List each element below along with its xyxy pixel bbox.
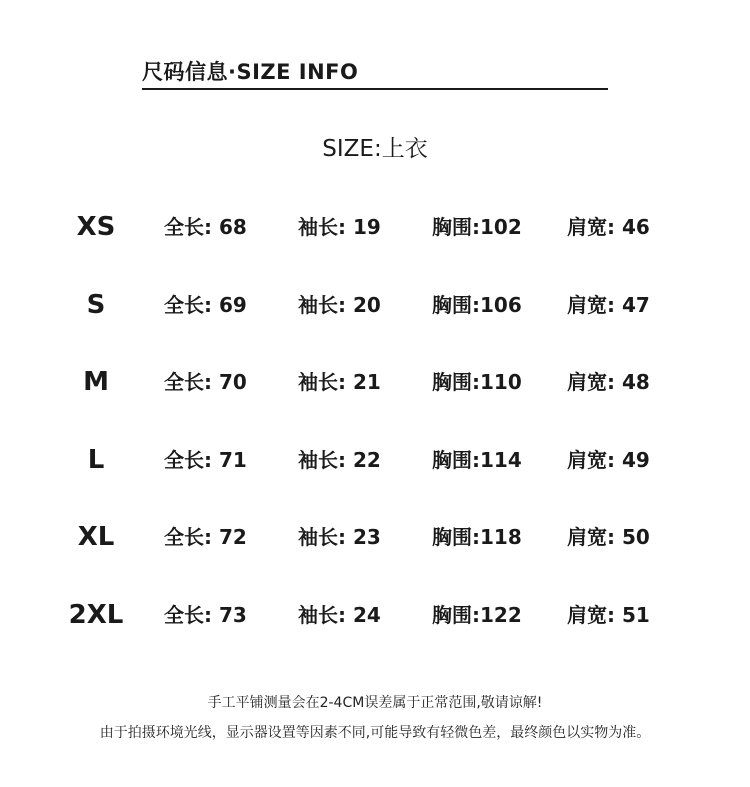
size-row-s — [0, 285, 750, 325]
chest-value: 胸围:114 — [432, 448, 522, 472]
color-disclaimer-note: 由于拍摄环境光线，显示器设置等因素不同,可能导致有轻微色差，最终颜色以实物为准。 — [99, 725, 651, 741]
size-label: XS — [76, 212, 116, 242]
size-info-header — [142, 54, 608, 90]
chest-value: 胸围:102 — [432, 215, 522, 239]
length-value: 全长: 68 — [164, 215, 247, 239]
chest-value: 胸围:110 — [432, 370, 522, 394]
measurement-note: 手工平铺测量会在2-4CM误差属于正常范围,敬请谅解! — [207, 695, 543, 711]
sleeve-value: 袖长: 22 — [298, 448, 381, 472]
size-label: S — [86, 290, 106, 320]
sleeve-value: 袖长: 24 — [298, 603, 381, 627]
sleeve-value: 袖长: 19 — [298, 215, 381, 239]
length-value: 全长: 69 — [164, 293, 247, 317]
size-row-2xl — [0, 595, 750, 635]
chest-value: 胸围:118 — [432, 525, 522, 549]
category-subtitle: SIZE:上衣 — [322, 136, 428, 162]
size-label: XL — [77, 522, 115, 552]
sleeve-value: 袖长: 21 — [298, 370, 381, 394]
shoulder-value: 肩宽: 47 — [567, 293, 650, 317]
length-value: 全长: 72 — [164, 525, 247, 549]
size-label: L — [87, 445, 105, 475]
size-row-m — [0, 362, 750, 402]
shoulder-value: 肩宽: 50 — [567, 525, 650, 549]
shoulder-value: 肩宽: 48 — [567, 370, 650, 394]
length-value: 全长: 70 — [164, 370, 247, 394]
size-label: 2XL — [68, 600, 124, 630]
size-row-xs — [0, 207, 750, 247]
header-title: 尺码信息·SIZE INFO — [142, 60, 359, 84]
chest-value: 胸围:122 — [432, 603, 522, 627]
shoulder-value: 肩宽: 49 — [567, 448, 650, 472]
size-row-xl — [0, 517, 750, 557]
chest-value: 胸围:106 — [432, 293, 522, 317]
shoulder-value: 肩宽: 51 — [567, 603, 650, 627]
length-value: 全长: 71 — [164, 448, 247, 472]
size-row-l — [0, 440, 750, 480]
size-label: M — [83, 367, 109, 397]
sleeve-value: 袖长: 20 — [298, 293, 381, 317]
length-value: 全长: 73 — [164, 603, 247, 627]
shoulder-value: 肩宽: 46 — [567, 215, 650, 239]
sleeve-value: 袖长: 23 — [298, 525, 381, 549]
